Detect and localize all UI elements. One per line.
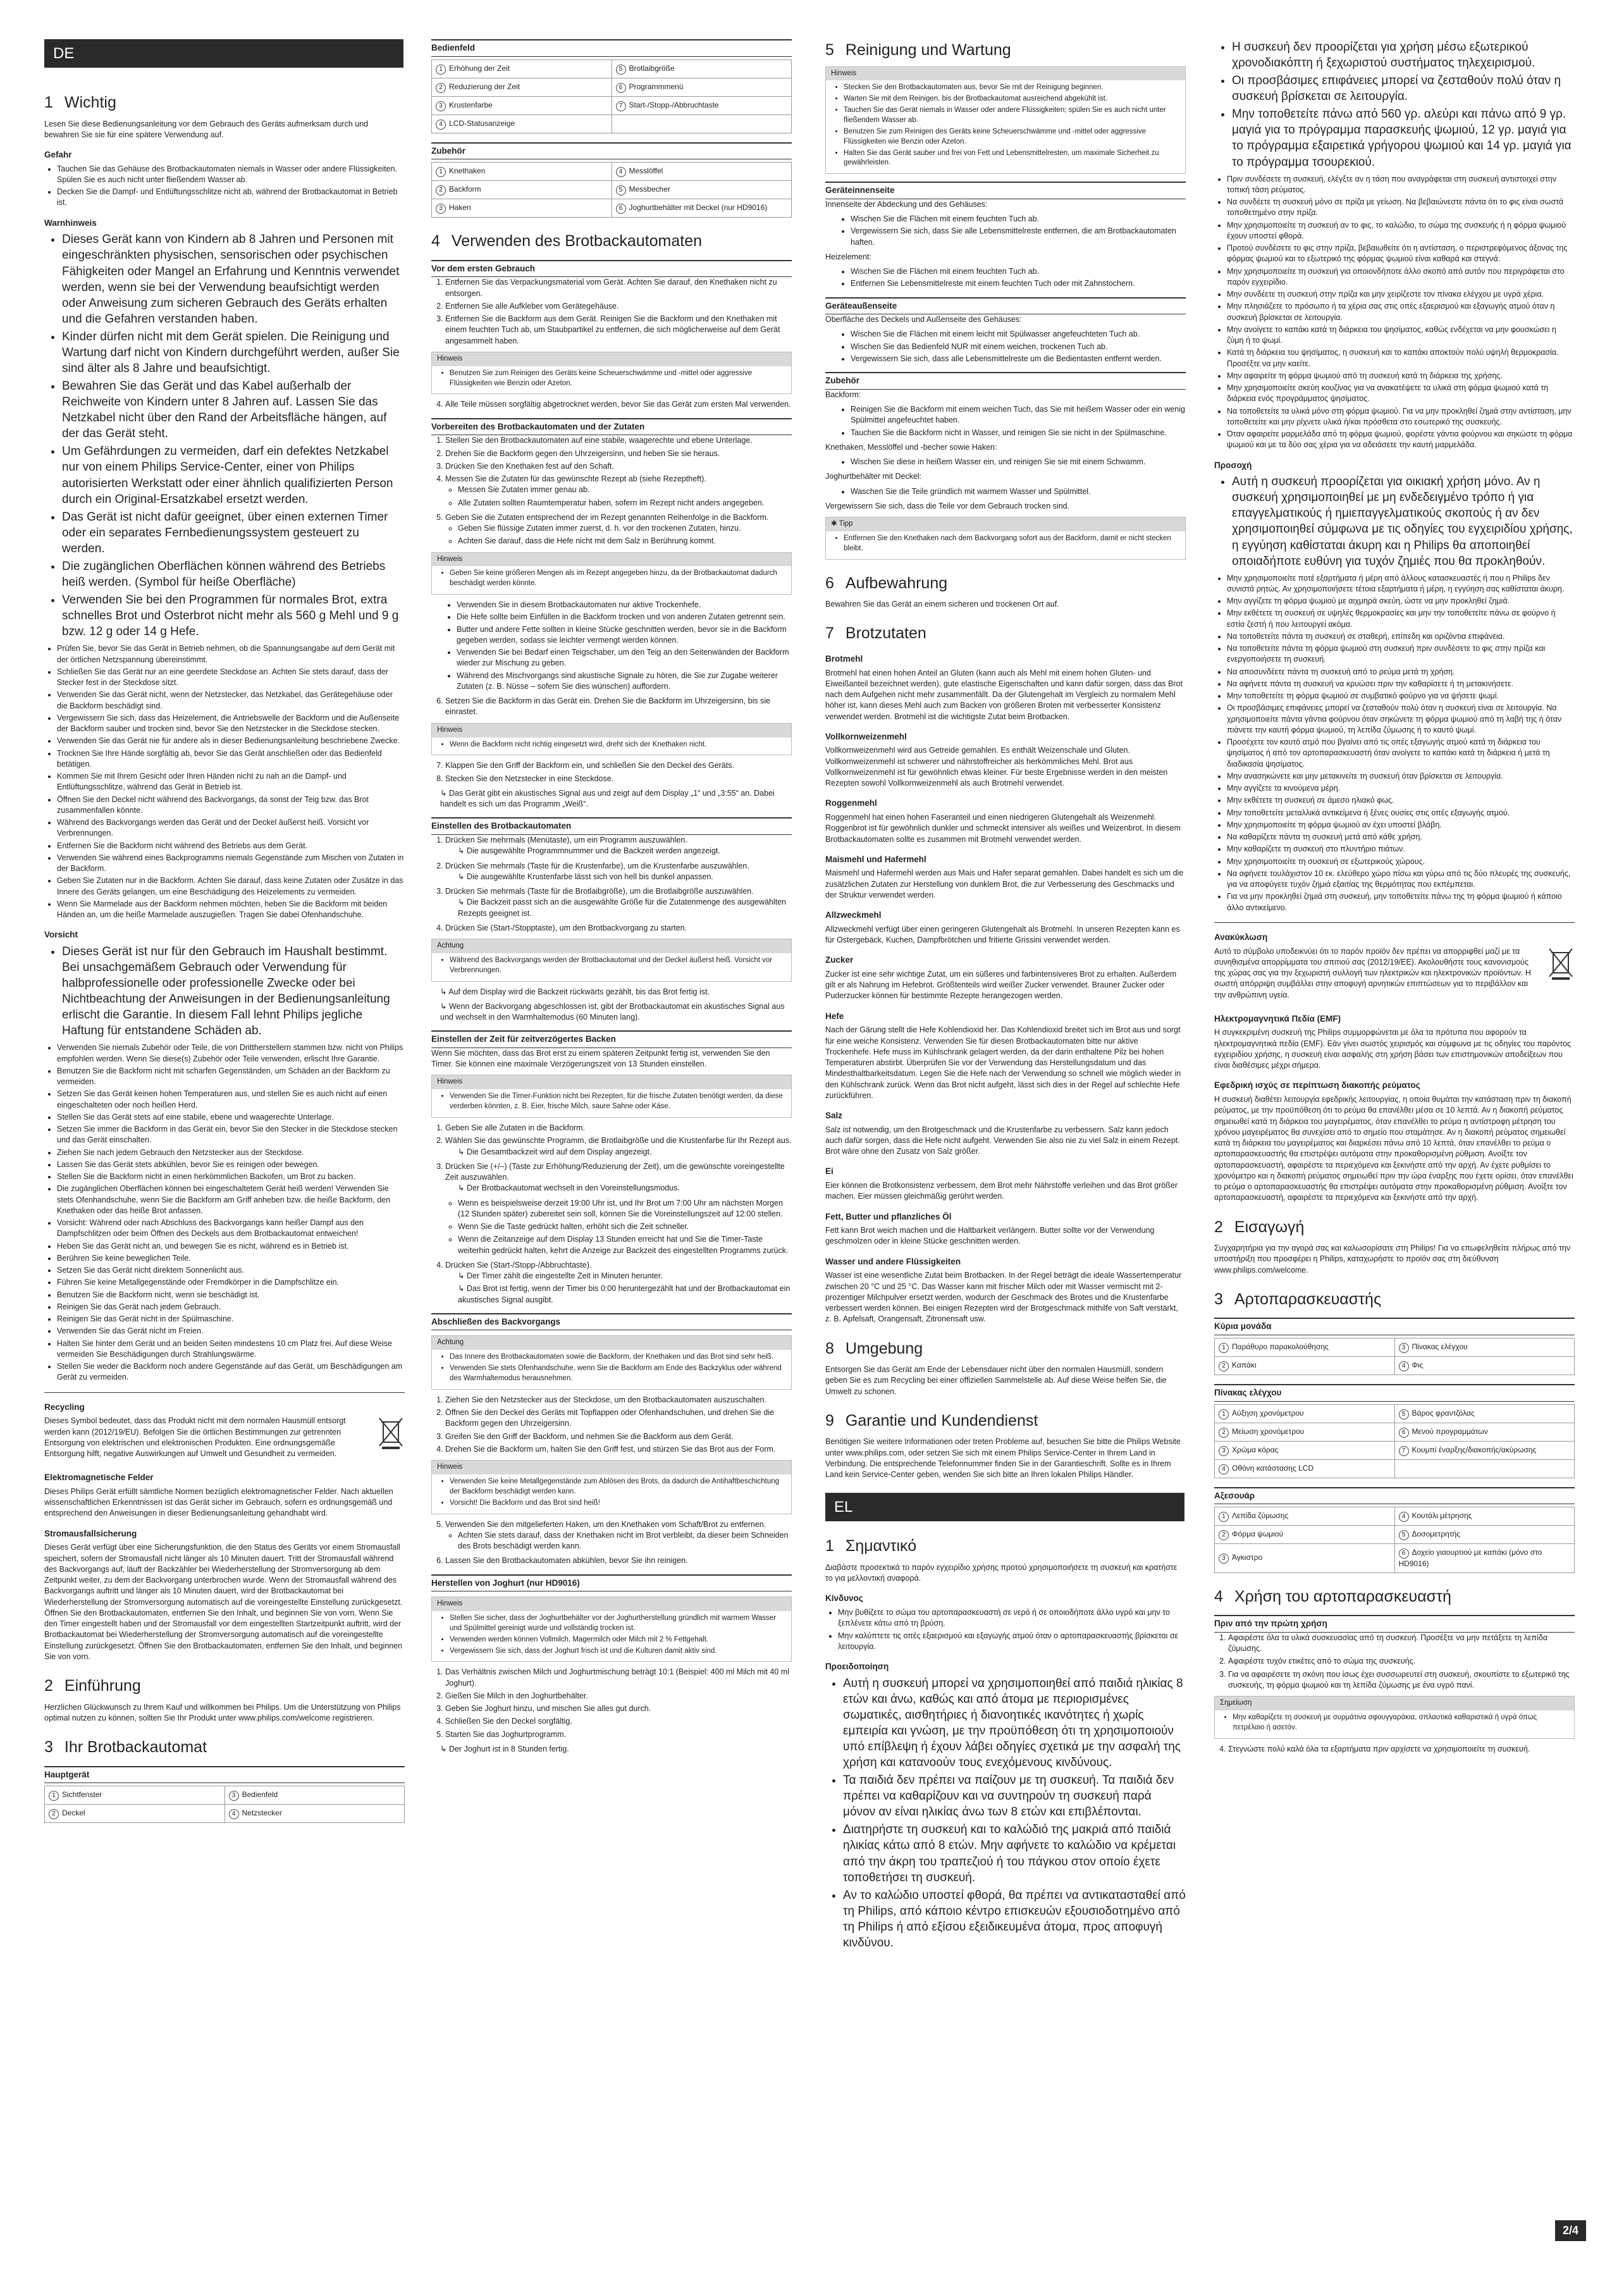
section-heading: 4 Verwenden des Brotbackautomaten bbox=[431, 232, 702, 250]
ingredient-heading: Salz bbox=[825, 1111, 843, 1121]
list-item: • Wischen Sie das Bedienfeld NUR mit einem weichen, trockenen Tuch ab. bbox=[851, 342, 1186, 352]
steps-list: 7. Klappen Sie den Griff der Backform ein, und schließen Sie den Deckel des Geräts. 8. Stecken Sie den Netzstecker in eine Steckdose. bbox=[431, 760, 792, 784]
list-item: • Μην εκθέτετε τη συσκευή σε υψηλές θερμοκρασίες και μην την τοποθετείτε πάνω σε φούρνο ή εστία ζεστή ή που λειτουργεί ακόμα. bbox=[1227, 608, 1575, 630]
part-cell: 3 Bedienfeld bbox=[225, 1786, 405, 1805]
list-item: • Να αφήνετε πάντα τη συσκευή να κρυώσει πριν την καθαρίσετε ή τη μετακινήσετε. bbox=[1227, 679, 1575, 689]
part-cell bbox=[1394, 1459, 1575, 1478]
section-heading: 6 Aufbewahrung bbox=[825, 574, 948, 592]
parts-table bbox=[431, 162, 792, 218]
ingredient-heading: Zucker bbox=[825, 955, 854, 965]
list-item: • Benutzen Sie zum Reinigen des Geräts keine Scheuerschwämme und -mittel oder aggressive Flüssigkeiten wie Benzin oder Azeton. bbox=[844, 127, 1180, 147]
part-cell: 3 Πίνακας ελέγχου bbox=[1394, 1338, 1575, 1356]
steps-list bbox=[431, 1667, 792, 1740]
list-item: • Verwenden Sie stets Ofenhandschuhe, wenn Sie die Backform am Ende des Backzyklus oder während des Warmhaltemodus herausnehmen. bbox=[450, 1364, 786, 1384]
subsection-heading: Einstellen des Brotbackautomaten bbox=[431, 817, 792, 835]
part-cell: 5 Messbecher bbox=[612, 181, 792, 199]
list-item: • Tauchen Sie das Gerät niemals in Wasser oder andere Flüssigkeiten; spülen Sie es auch nicht unter fließendem Wasser ab. bbox=[844, 106, 1180, 126]
part-cell: 4 Messlöffel bbox=[612, 163, 792, 181]
part-cell: 3 Χρώμα κόρας bbox=[1215, 1441, 1395, 1459]
ingredient-heading: Ei bbox=[825, 1166, 834, 1177]
subsection-heading: Geräteinnenseite bbox=[825, 182, 1186, 199]
part-cell: 4 Netzstecker bbox=[225, 1805, 405, 1823]
list-item: 3. Geben Sie Joghurt hinzu, und mischen Sie alles gut durch. bbox=[445, 1703, 792, 1714]
part-cell: 3 Haken bbox=[432, 199, 612, 218]
list-item: • Μην εκθέτετε τη συσκευή σε άμεσο ηλιακό φως. bbox=[1227, 795, 1575, 806]
list-item: • Halten Sie hinter dem Gerät und an beiden Seiten mindestens 10 cm Platz frei. Auf diese Weise vermeiden Sie Beschädigungen durch Strahlungswärme. bbox=[57, 1338, 405, 1361]
part-cell: 1 Λεπίδα ζύμωσης bbox=[1215, 1507, 1395, 1526]
list-item: • Reinigen Sie das Gerät nach jedem Gebrauch. bbox=[57, 1302, 405, 1313]
part-cell: 1 Sichtfenster bbox=[45, 1786, 225, 1805]
list-item: • Stellen Sie das Gerät stets auf eine stabile, ebene und waagerechte Unterlage. bbox=[57, 1112, 405, 1123]
list-item: • Μην καλύπτετε τις οπές εξαερισμού και εξαγωγής ατμού όταν ο αρτοπαρασκευαστής βρίσκεται σε λειτουργία. bbox=[838, 1631, 1186, 1653]
list-item: 1. Entfernen Sie das Verpackungsmaterial vom Gerät. Achten Sie darauf, den Knethaken nicht zu entsorgen. bbox=[445, 277, 792, 299]
list-item: • Entfernen Sie die Backform nicht während des Betriebs aus dem Gerät. bbox=[57, 841, 405, 851]
list-item: • Heben Sie das Gerät nicht an, und bewegen Sie es nicht, während es in Betrieb ist. bbox=[57, 1241, 405, 1252]
list-item: 1. Ziehen Sie den Netzstecker aus der Steckdose, um den Brotbackautomaten auszuschalten. bbox=[445, 1395, 792, 1406]
subsection-heading: Vor dem ersten Gebrauch bbox=[431, 260, 792, 278]
list-item: • Μην αγγίζετε τα κινούμενα μέρη. bbox=[1227, 783, 1575, 794]
list-item: • Während des Backvorgangs werden das Gerät und der Deckel äußerst heiß. Vorsicht vor Verbrennungen. bbox=[57, 817, 405, 839]
list-item: • Prüfen Sie, bevor Sie das Gerät in Betrieb nehmen, ob die Spannungsangabe auf dem Gerät mit der örtlichen Netzspannung übereinstimmt. bbox=[57, 643, 405, 665]
part-cell: 2 Reduzierung der Zeit bbox=[432, 78, 612, 96]
list-item: • Waschen Sie die Teile gründlich mit warmem Wasser und Spülmittel. bbox=[851, 486, 1186, 497]
ingredient-heading: Fett, Butter und pflanzliches Öl bbox=[825, 1211, 952, 1221]
list-item: • Benutzen Sie die Backform nicht, wenn sie beschädigt ist. bbox=[57, 1290, 405, 1301]
crossed-bin-icon bbox=[377, 1416, 405, 1450]
list-item: 2. Öffnen Sie den Deckel des Geräts mit Topflappen oder Ofenhandschuhen, und drehen Sie die Backform gegen den Uhrzeigersinn. bbox=[445, 1407, 792, 1430]
ingredient-heading: Roggenmehl bbox=[825, 798, 877, 808]
list-item: • Trocknen Sie Ihre Hände sorgfältig ab, bevor Sie das Gerät anschließen oder das Bedienfeld betätigen. bbox=[57, 748, 405, 770]
ingredient-heading: Wasser und andere Flüssigkeiten bbox=[825, 1256, 961, 1266]
part-cell bbox=[612, 114, 792, 133]
list-item: • Die Hefe sollte beim Einfüllen in die Backform trocken und von anderen Zutaten getrennt sein. bbox=[457, 612, 792, 622]
list-item: • Das Gerät ist nicht dafür geeignet, über einen externen Timer oder ein separates Fernbedienungssystem gesteuert zu werden. bbox=[62, 509, 405, 557]
ingredient-heading: Brotmehl bbox=[825, 653, 863, 664]
section-heading: 2 Εισαγωγή bbox=[1214, 1218, 1305, 1236]
caution-list-large: • Dieses Gerät ist nur für den Gebrauch im Haushalt bestimmt. Bei unsachgemäßem Gebrauch oder Verwendung für halbprofessionelle oder professionelle Zwecke oder bei Nichtbeachtung der Anweisungen in der Bedienungsanleitung erlischt die Garantie. In diesem Fall lehnt Philips jegliche Haftung für entstandene Schäden ab. bbox=[44, 944, 405, 1039]
caution-box: Achtung • Das Innere des Brotbackautomaten sowie die Backform, der Knethaken und das Brot sind sehr heiß. • Verwenden Sie stets Ofenhandschuhe, wenn Sie die Backform am Ende des Backzyklus oder während des Warmhaltemodus herausnehmen. bbox=[431, 1335, 792, 1389]
list-item: • Μην αγγίζετε τη φόρμα ψωμιού με αιχμηρά σκεύη, ώστε να μην προκληθεί ζημιά. bbox=[1227, 596, 1575, 607]
list-item: • Οι προσβάσιμες επιφάνειες μπορεί να ζεσταθούν πολύ όταν η συσκευή είναι σε λειτουργία. Να χρησιμοποιείτε πάντα γάντια φούρνου όταν σηκώνετε τη φόρμα ψωμιού από τη λαβή της ή όταν πιάνετε την καυτή φόρμα ψωμιού, τη λεπίδα ζύμωσης ή το καυτό ψωμί. bbox=[1227, 703, 1575, 736]
tip-box: ✱ Tipp • Entfernen Sie den Knethaken nach dem Backvorgang sofort aus der Backform, damit er nicht stecken bleibt. bbox=[825, 517, 1186, 560]
caution-box: Achtung • Während des Backvorgangs werden der Brotbackautomat und der Deckel äußerst heiß. Vorsicht vor Verbrennungen. bbox=[431, 939, 792, 982]
part-cell: 4 Οθόνη κατάστασης LCD bbox=[1215, 1459, 1395, 1478]
part-cell: 2 Deckel bbox=[45, 1805, 225, 1823]
subheading: Ανακύκλωση bbox=[1214, 932, 1268, 942]
list-item: • Stecken Sie den Brotbackautomaten aus, bevor Sie mit der Reinigung beginnen. bbox=[844, 83, 1180, 93]
list-item: • Η συσκευή δεν προορίζεται για χρήση μέσω εξωτερικού χρονοδιακόπτη ή ξεχωριστού συστήματος τηλεχειρισμού. bbox=[1232, 39, 1575, 71]
list-item: • Um Gefährdungen zu vermeiden, darf ein defektes Netzkabel nur von einem Philips Service-Center, einer von Philips autorisierten Werkstatt oder einer ähnlich qualifizierten Person durch ein Original-Ersatzkabel ersetzt werden. bbox=[62, 443, 405, 507]
list-item: • Διατηρήστε τη συσκευή και το καλώδιό της μακριά από παιδιά ηλικίας κάτω από 8 ετών. Μην αφήνετε το καλώδιο να κρέμεται από την άκρη του τραπεζιού ή του πάγκου στον οποίο έχετε τοποθετήσει τη συσκευή. bbox=[843, 1822, 1186, 1885]
note-box: Hinweis • Wenn die Backform nicht richtig eingesetzt wird, dreht sich der Knethaken nicht. bbox=[431, 723, 792, 756]
subsection-heading: Herstellen von Joghurt (nur HD9016) bbox=[431, 1574, 792, 1592]
note-box: Hinweis • Stecken Sie den Brotbackautomaten aus, bevor Sie mit der Reinigung beginnen. • Warten Sie mit dem Reinigen, bis der Brotbackautomat ausreichend abgekühlt ist. • Tauchen Sie das Gerät niemals in Wasser oder andere Flüssigkeiten; spülen Sie es auch nicht unter fließendem Wasser ab. • Benutzen Sie zum Reinigen des Geräts keine Scheuerschwämme und -mittel oder aggressive Flüssigkeiten wie Benzin oder Azeton. • Halten Sie das Gerät sauber und frei von Fett und Lebensmittelresten, um maximale Sicherheit zu gewährleisten. bbox=[825, 66, 1186, 175]
warning-list bbox=[44, 643, 405, 920]
list-item: • Να τοποθετείτε τα υλικά μόνο στη φόρμα ψωμιού. Για να μην προκληθεί ζημιά στην αντίσταση, μην τοποθετείτε και μην ρίχνετε υλικά ή/και πρόσθετα στο εσωτερικό της συσκευής. bbox=[1227, 406, 1575, 428]
subheading: Recycling bbox=[44, 1402, 85, 1412]
list-item: • Lassen Sie das Gerät stets abkühlen, bevor Sie es reinigen oder bewegen. bbox=[57, 1159, 405, 1170]
list-item: • Προτού συνδέσετε το φις στην πρίζα, βεβαιωθείτε ότι η αντίσταση, ο περιστρεφόμενος άξονας της φόρμας ψωμιού και το εξωτερικό της φόρμας ψωμιού είναι καθαρά και στεγνά. bbox=[1227, 243, 1575, 265]
list-item: • Die zugänglichen Oberflächen können während des Betriebs heiß werden. (Symbol für heiße Oberfläche) bbox=[62, 559, 405, 590]
subsection-heading: Abschließen des Backvorgangs bbox=[431, 1313, 792, 1331]
part-cell: 7 Start-/Stopp-/Abbruchtaste bbox=[612, 96, 792, 114]
part-cell: 6 Δοχείο γιαουρτιού με καπάκι (μόνο στο HD9016) bbox=[1394, 1544, 1575, 1573]
list-item: • Verwenden Sie das Gerät nicht im Freien. bbox=[57, 1326, 405, 1337]
steps-list: 4. Alle Teile müssen sorgfältig abgetrocknet werden, bevor Sie das Gerät zum ersten Mal verwenden. bbox=[431, 399, 792, 410]
list-item: • Reinigen Sie die Backform mit einem weichen Tuch, das Sie mit heißem Wasser oder ein wenig Spülmittel angefeuchtet haben. bbox=[851, 404, 1186, 426]
list-item: • Dieses Gerät kann von Kindern ab 8 Jahren und Personen mit eingeschränkten physischen, sensorischen oder psychischen Fähigkeiten oder Mangel an Erfahrung und Kenntnis verwendet werden, wenn sie bei der Verwendung beaufsichtigt werden oder Anweisung zum sicheren Gebrauch des Geräts erhalten und die Gefahren verstanden haben. bbox=[62, 232, 405, 326]
subheading: Προσοχή bbox=[1214, 460, 1252, 470]
list-item: • Setzen Sie immer die Backform in das Gerät ein, bevor Sie den Stecker in die Steckdose stecken und das Gerät einschalten. bbox=[57, 1124, 405, 1146]
steps-list: 5. Verwenden Sie den mitgelieferten Haken, um den Knethaken vom Schaft/Brot zu entfernen. ◦ Achten Sie stets darauf, dass der Knethaken nicht im Brot verbleibt, da dieser beim Schneiden des Brots beschädigt werden kann. 6. Lassen Sie den Brotbackautomaten abkühlen, bevor Sie ihn reinigen. bbox=[431, 1519, 792, 1567]
list-item: • Verwenden Sie niemals Zubehör oder Teile, die von Drittherstellern stammen bzw. nicht von Philips empfohlen werden. Wenn Sie diese(s) Zubehör oder Teile verwenden, erlischt Ihre Garantie. bbox=[57, 1042, 405, 1065]
list-item: • Μην συνδέετε τη συσκευή στην πρίζα και μην χειρίζεστε τον πίνακα ελέγχου με υγρά χέρια. bbox=[1227, 289, 1575, 300]
steps-list: 1. Geben Sie alle Zutaten in die Backform. 2. Wählen Sie das gewünschte Programm, die Brotlaibgröße und die Krustenfarbe für Ihr Rezept aus. ↳ Die Gesamtbackzeit wird auf dem Display angezeigt. 3. Drücken Sie (+/–) (Taste zur Erhöhung/Reduzierung der Zeit), um die gewünschte voreingestellte Zeit auszuwählen. ↳ Der Brotbackautomat wechselt in den Voreinstellungsmodus. ◦ Wenn es beispielsweise derzeit 19:00 Uhr ist, und Ihr Brot um 7:00 Uhr am nächsten Morgen (12 Stunden später) zubereitet sein soll, können Sie die Voreinstellungszeit auf 12:00 stellen. ◦ Wenn Sie die Taste gedrückt halten, erhöht sich die Zeit schneller. ◦ Wenn die Zeitanzeige auf dem Display 13 Stunden erreicht hat und Sie die Timer-Taste weiterhin gedrückt halten, kehrt die Anzeige zur Backzeit des eingestellten Programms zurück. 4. Drücken Sie (Start-/Stopp-/Abbruchtaste). ↳ Der Timer zählt die eingestellte Zeit in Minuten herunter. ↳ Das Brot ist fertig, wenn der Timer bis 0:00 heruntergezählt hat und der Brotbackautomat ein akustisches Signal ausgibt. bbox=[431, 1123, 792, 1306]
list-item: • Kommen Sie mit Ihrem Gesicht oder Ihren Händen nicht zu nah an die Dampf- und Entlüftungsschlitze, während das Gerät in Betrieb ist. bbox=[57, 771, 405, 793]
list-item: • Stellen Sie sicher, dass der Joghurtbehälter vor der Joghurtherstellung gründlich mit warmem Wasser und Spülmittel gereinigt wurde und vollständig trocken ist. bbox=[450, 1614, 786, 1634]
list-item: • Για να μην προκληθεί ζημιά στη συσκευή, μην τοποθετείτε πάνω της τη φόρμα ψωμιού ή κάποιο άλλο αντικείμενο. bbox=[1227, 891, 1575, 913]
ingredients: Brotmehl Brotmehl hat einen hohen Anteil an Gluten (kann auch als Mehl mit einem hohen Gluten- und Eiweißanteil bezeichnet werden), gute elastische Eigenschaften und kann dafür sorgen, dass das Brot nach dem Aufgehen nicht mehr zusammenfällt. Da der Glutengehalt im Vergleich zu normalem Mehl höher ist, kann dieses Mehl auch zum Backen von größeren Broten mit verbesserter Konsistenz verwendet werden. Brotmehl ist die wichtigste Zutat beim Brotbacken. Vollkornweizenmehl Vollkornweizenmehl wird aus Getreide gemahlen. Es enthält Weizenschale und Gluten. Vollkornweizenmehl ist schwerer und nährstoffreicher als herkömmliches Mehl. Brot aus Vollkornweizenmehl ist für gewöhnlich etwas kleiner. Für beste Ergebnisse werden in den meisten Rezepten sowohl Vollkornweizenmehl als auch Brotmehl verwendet. Roggenmehl Roggenmehl hat einen hohen Faseranteil und einen niedrigeren Glutengehalt als Weizenmehl. Roggenbrot ist für gewöhnlich dunkler und schmeckt intensiver als weißes und Weizenbrot. In diesem Brotbackautomaten sollte es zusammen mit Brotmehl verwendet werden. Maismehl und Hafermehl Maismehl und Hafermehl werden aus Mais und Hafer separat gemahlen. Dabei handelt es sich um die zusätzlichen Zutaten zur Herstellung von dunklem Brot, die zur Verbesserung des Geschmacks und der Struktur verwendet werden. Allzweckmehl Allzweckmehl verfügt über einen geringeren Glutengehalt als Brotmehl. In unseren Rezepten kann es für Ostergebäck, Kuchen, Dampfbrötchen und fritierte Grissini verwendet werden. Zucker Zucker ist eine sehr wichtige Zutat, um ein süßeres und farbintensiveres Brot zu erhalten. Außerdem gilt er als Nahrung im Hefebrot. Größtenteils wird weißer Zucker verwendet. Brauner Zucker oder Puderzucker können für bestimmte Rezepte herangezogen werden. Hefe Nach der Gärung stellt die Hefe Kohlendioxid her. Das Kohlendioxid breitet sich im Brot aus und sorgt für eine weiche Konsistenz. Verwenden Sie für diesen Brotbackautomaten bitte nur aktive Trockenhefe. Hefe muss im Kühlschrank gelagert werden, da der darin enthaltene Pilz bei hohen Temperaturen abstirbt. Überprüfen Sie vor der Verwendung das Herstellungsdatum und das Mindesthaltbarkeitsdatum. Legen Sie die Hefe nach der Verwendung so schnell wie möglich wieder in den Kühlschrank zurück. Wenn das Brot nicht aufgeht, lässt sich dies in der Regel auf schlechte Hefe zurückführen. Salz Salz ist notwendig, um den Brotgeschmack und die Krustenfarbe zu verbessern. Salz kann jedoch auch dafür sorgen, dass die Hefe nicht aufgeht. Verwenden Sie also nie zu viel Salz in einem Rezept. Brot wäre ohne den Zusatz von Salz größer. Ei Eier können die Brotkonsistenz verbessern, dem Brot mehr Nährstoffe verleihen und das Brot größer machen. Eier müssen gleichmäßig gerührt werden. Fett, Butter und pflanzliches Öl Fett kann Brot weich machen und die Haltbarkeit verlängern. Butter sollte vor der Verwendung geschmolzen oder in kleine Stücke geschnitten werden. Wasser und andere Flüssigkeiten Wasser ist eine wesentliche Zutat beim Brotbacken. In der Regel beträgt die ideale Wassertemperatur zwischen 20 °C und 25 °C. Das Wasser kann mit frischer Milch oder mit Wasser vermischt mit 2-prozentiger Milchpulver ersetzt werden, wodurch der Geschmack des Brotes und die Krustenfarbe verbessert werden können. Bei einigen Rezepten wird der Brotgeschmack mithilfe von Saft verstärkt, z. B. Apfelsaft, Orangensaft, Zitronensaft usw. bbox=[825, 653, 1186, 1325]
steps-list bbox=[431, 1395, 792, 1455]
list-item: • Setzen Sie das Gerät nicht direktem Sonnenlicht aus. bbox=[57, 1265, 405, 1276]
part-cell: 4 LCD-Statusanzeige bbox=[432, 114, 612, 133]
part-cell: 1 Erhöhung der Zeit bbox=[432, 59, 612, 78]
list-item: • Μην χρησιμοποιείτε σκεύη κουζίνας για να ανακατέψετε τα υλικά στη φόρμα ψωμιού κατά τη διάρκεια ενός προγράμματος ψησίματος. bbox=[1227, 383, 1575, 405]
subsection-heading: Vorbereiten des Brotbackautomaten und der Zutaten bbox=[431, 418, 792, 436]
list-item: • Das Innere des Brotbackautomaten sowie die Backform, der Knethaken und das Brot sind sehr heiß. bbox=[450, 1352, 786, 1363]
list-item: 3. Για να αφαιρέσετε τη σκόνη που ίσως έχει συσσωρευτεί στη συσκευή, σκουπίστε το εξωτερικό της συσκευής, τη φόρμα ψωμιού και τη λεπίδα ζύμωσης με ένα υγρό πανί. bbox=[1228, 1669, 1575, 1691]
subheading: Elektromagnetische Felder bbox=[44, 1473, 154, 1483]
list-item: • Μην χρησιμοποιείτε τη συσκευή αν το φις, το καλώδιο, το σώμα της συσκευής ή η φόρμα ψωμιού έχουν υποστεί φθορά. bbox=[1227, 220, 1575, 242]
list-item: • Verwenden Sie das Gerät nicht, wenn der Netzstecker, das Netzkabel, das Gerätegehäuse oder die Backform beschädigt sind. bbox=[57, 689, 405, 712]
list-item: • Vorsicht: Während oder nach Abschluss des Backvorgangs kann heißer Dampf aus den Dampfschlitzen oder beim Öffnen des Deckels aus dem Brotbackautomat entweichen! bbox=[57, 1218, 405, 1240]
parts-table bbox=[431, 59, 792, 133]
subheading: Ηλεκτρομαγνητικά Πεδία (EMF) bbox=[1214, 1013, 1341, 1023]
list-item: • Μην χρησιμοποιείτε τη φόρμα ψωμιού αν έχει υποστεί βλάβη. bbox=[1227, 820, 1575, 831]
list-item: • Berühren Sie keine beweglichen Teile. bbox=[57, 1253, 405, 1264]
note-box: Hinweis • Geben Sie keine größeren Mengen als im Rezept angegeben hinzu, da der Brotbackautomat dadurch beschädigt werden könnte. bbox=[431, 552, 792, 595]
list-item: • Wenn Sie Marmelade aus der Backform nehmen möchten, heben Sie die Backform mit beiden Händen an, um die heiße Marmelade auszugießen. Tragen Sie dabei Ofenhandschuhe. bbox=[57, 899, 405, 921]
steps-list: 6. Setzen Sie die Backform in das Gerät ein. Drehen Sie die Backform im Uhrzeigersinn, bis sie einrastet. bbox=[431, 696, 792, 718]
subsection-heading: Geräteaußenseite bbox=[825, 297, 1186, 315]
list-item: • Ziehen Sie nach jedem Gebrauch den Netzstecker aus der Steckdose. bbox=[57, 1147, 405, 1158]
section-heading: 1 Σημαντικό bbox=[825, 1537, 917, 1555]
parts-table bbox=[44, 1786, 405, 1823]
list-item: 3. Greifen Sie den Griff der Backform, und nehmen Sie die Backform aus dem Gerät. bbox=[445, 1431, 792, 1442]
list-item: • Να τοποθετείτε πάντα τη φόρμα ψωμιού στη συσκευή πριν συνδέσετε το φις στην πρίζα και ενεργοποιήσετε τη συσκευή. bbox=[1227, 643, 1575, 665]
subheading: Gefahr bbox=[44, 150, 72, 160]
list-item: 4. Schließen Sie den Deckel sorgfältig. bbox=[445, 1716, 792, 1727]
list-item: • Να συνδέετε τη συσκευή μόνο σε πρίζα με γείωση. Να βεβαιώνεστε πάντα ότι το φις είναι σωστά τοποθετημένο στην πρίζα. bbox=[1227, 197, 1575, 219]
list-item: • Verwenden Sie bei den Programmen für normales Brot, extra schnelles Brot und Osterbrot nicht mehr als 560 g Mehl und 9 g bzw. 12 g oder 14 g Hefe. bbox=[62, 592, 405, 640]
list-item: 2. Entfernen Sie alle Aufkleber vom Gerätegehäuse. bbox=[445, 301, 792, 312]
list-item: 4. Drehen Sie die Backform um, halten Sie den Griff fest, und stürzen Sie das Brot aus der Form. bbox=[445, 1444, 792, 1455]
part-cell: 5 Brotlaibgröße bbox=[612, 59, 792, 78]
list-item: • Kinder dürfen nicht mit dem Gerät spielen. Die Reinigung und Wartung darf nicht von Kindern durchgeführt werden, außer Sie sind älter als 8 Jahre und beaufsichtigt. bbox=[62, 329, 405, 376]
part-cell: 2 Φόρμα ψωμιού bbox=[1215, 1526, 1395, 1544]
list-item: • Butter und andere Fette sollten in kleine Stücke geschnitten werden, bevor sie in die Backform gegeben werden, sodass sie leichter vermengt werden können. bbox=[457, 624, 792, 646]
list-item: 2. Gießen Sie Milch in den Joghurtbehälter. bbox=[445, 1691, 792, 1702]
warning-list-large bbox=[44, 232, 405, 640]
list-item: • Αν το καλώδιο υποστεί φθορά, θα πρέπει να αντικατασταθεί από τη Philips, από κάποιο κέντρο επισκευών εξουσιοδοτημένο από τη Philips ή από εξίσου εξειδικευμένα άτομα, προς αποφυγή κινδύνου. bbox=[843, 1888, 1186, 1951]
steps-list: 1. Stellen Sie den Brotbackautomaten auf eine stabile, waagerechte und ebene Unterlage. 2. Drehen Sie die Backform gegen den Uhrzeigersinn, und heben Sie sie heraus. 3. Drücken Sie den Knethaken fest auf den Schaft. 4. Messen Sie die Zutaten für das gewünschte Rezept ab (siehe Rezeptheft). ◦ Messen Sie Zutaten immer genau ab. ◦ Alle Zutaten sollten Raumtemperatur haben, sofern im Rezept nicht anders angegeben. 5. Geben Sie die Zutaten entsprechend der im Rezept genannten Reihenfolge in die Backform. ◦ Geben Sie flüssige Zutaten immer zuerst, d. h. vor den trockenen Zutaten, hinzu. ◦ Achten Sie darauf, dass die Hefe nicht mit dem Salz in Berührung kommt. bbox=[431, 435, 792, 547]
list-item: • Tauchen Sie das Gehäuse des Brotbackautomaten niemals in Wasser oder andere Flüssigkeiten. Spülen Sie es auch nicht unter fließendem Wasser ab. bbox=[57, 164, 405, 186]
crossed-bin-icon bbox=[1547, 946, 1575, 980]
list-item: • Μην αφαιρείτε τη φόρμα ψωμιού από τη συσκευή κατά τη διάρκεια της χρήσης. bbox=[1227, 371, 1575, 381]
note-box: Hinweis • Stellen Sie sicher, dass der Joghurtbehälter vor der Joghurtherstellung gründlich mit warmem Wasser und Spülmittel gereinigt wurde und vollständig trocken ist. • Verwenden werden können Vollmilch, Magermilch oder Milch mit 2 % Fettgehalt. • Vergewissern Sie sich, dass der Joghurt frisch ist und die Kulturen damit aktiv sind. bbox=[431, 1597, 792, 1662]
part-cell: 1 Knethaken bbox=[432, 163, 612, 181]
subsection-heading: Zubehör bbox=[825, 372, 1186, 390]
list-item: • Μην καθαρίζετε τη συσκευή στο πλυντήριο πιάτων. bbox=[1227, 844, 1575, 855]
subheading: Εφεδρική ισχύς σε περίπτωση διακοπής ρεύματος bbox=[1214, 1080, 1420, 1091]
part-cell: 4 Κουτάλι μέτρησης bbox=[1394, 1507, 1575, 1526]
page-number: 2/4 bbox=[1555, 2220, 1586, 2241]
note-box: Σημείωση • Μην καθαρίζετε τη συσκευή με συρμάτινα σφουγγαράκια, σπλαυτικά καθαριστικά ή υγρά όπως πετρέλαιο ή ασετόν. bbox=[1214, 1696, 1575, 1739]
list-item: • Μην τοποθετείτε πάνω από 560 γρ. αλεύρι και πάνω από 9 γρ. μαγιά για το πρόγραμμα παρασκευής ψωμιού, 12 γρ. μαγιά για το πρόγραμμα εξαιρετικά γρήγορου ψωμιού και 14 γρ. μαγιά για το πρόγραμμα τσουρεκιού. bbox=[1232, 106, 1575, 170]
section-heading: 3 Ihr Brotbackautomat bbox=[44, 1738, 207, 1757]
list-item: • Stellen Sie weder die Backform noch andere Gegenstände auf das Gerät, um Beschädigungen am Gerät zu vermeiden. bbox=[57, 1361, 405, 1383]
ingredient-heading: Maismehl und Hafermehl bbox=[825, 854, 926, 864]
part-cell: 2 Καπάκι bbox=[1215, 1356, 1395, 1375]
danger-list bbox=[44, 164, 405, 209]
table-heading: Hauptgerät bbox=[44, 1766, 405, 1784]
list-item: • Να καθαρίζετε πάντα τη συσκευή μετά από κάθε χρήση. bbox=[1227, 832, 1575, 843]
section-heading: 7 Brotzutaten bbox=[825, 624, 926, 643]
part-cell: 7 Κουμπί έναρξης/διακοπής/ακύρωσης bbox=[1394, 1441, 1575, 1459]
section-heading: 3 Αρτοπαρασκευαστής bbox=[1214, 1290, 1381, 1308]
part-cell: 3 Άγκιστρο bbox=[1215, 1544, 1395, 1573]
list-item: • Μην πλησιάζετε το πρόσωπο ή τα χέρια σας στις οπές εξαερισμού και εξαγωγής ατμού όταν η συσκευή βρίσκεται σε λειτουργία. bbox=[1227, 301, 1575, 323]
caution-list bbox=[44, 1042, 405, 1383]
intro-text: Lesen Sie diese Bedienungsanleitung vor dem Gebrauch des Geräts aufmerksam durch und bewahren Sie sie für eine spätere Verwendung auf. bbox=[44, 119, 369, 139]
list-item: • Verwenden werden können Vollmilch, Magermilch oder Milch mit 2 % Fettgehalt. bbox=[450, 1635, 786, 1645]
list-item: • Führen Sie keine Metallgegenstände oder Fremdkörper in die Dampfschlitze ein. bbox=[57, 1277, 405, 1288]
list-item: 5. Starten Sie das Joghurtprogramm. bbox=[445, 1729, 792, 1740]
list-item: • Verwenden Sie bei Bedarf einen Teigschaber, um den Teig an den Seitenwänden der Backform wieder zur Mischung zu geben. bbox=[457, 647, 792, 669]
list-item: • Stellen Sie die Backform nicht in einen herkömmlichen Backofen, um Brot zu backen. bbox=[57, 1171, 405, 1182]
list-item: • Warten Sie mit dem Reinigen, bis der Brotbackautomat ausreichend abgekühlt ist. bbox=[844, 94, 1180, 104]
section-heading: 4 Χρήση του αρτοπαρασκευαστή bbox=[1214, 1587, 1451, 1605]
list-item: • Μην χρησιμοποιείτε τη συσκευή σε εξωτερικούς χώρους. bbox=[1227, 856, 1575, 867]
column-1: DE 1 Wichtig Lesen Sie diese Bedienungsanleitung vor dem Gebrauch des Geräts aufmerksam durch und bewahren Sie sie für eine spätere Verwendung auf. Gefahr • Tauchen Sie das Gehäuse des Brotbackautomaten niemals in Wasser oder andere Flüssigkeiten. Spülen Sie es auch nicht unter fließendem Wasser ab. • Decken Sie die Dampf- und Entlüftungsschlitze nicht ab, während der Brotbackautomat in Betrieb ist. Warnhinweis • Dieses Gerät kann von Kindern ab 8 Jahren und Personen mit eingeschränkten physischen, sensorischen oder psychischen Fähigkeiten oder Mangel an Erfahrung und Kenntnis verwendet werden, wenn sie bei der Verwendung beaufsichtigt werden oder Anweisung zum sicheren Gebrauch des Geräts erhalten und die Gefahren verstanden haben. • Kinder dürfen nicht mit dem Gerät spielen. Die Reinigung und Wartung darf nicht von Kindern durchgeführt werden, außer Sie sind älter als 8 Jahre und beaufsichtigt. • Bewahren Sie das Gerät und das Kabel außerhalb der Reichweite von Kindern unter 8 Jahren auf. Lassen Sie das Netzkabel nicht über den Rand der Arbeitsfläche hängen, auf der das Gerät steht. • Um Gefährdungen zu vermeiden, darf ein defektes Netzkabel nur von einem Philips Service-Center, einer von Philips autorisierten Werkstatt oder einer ähnlich qualifizierten Person durch ein Original-Ersatzkabel ersetzt werden. • Das Gerät ist nicht dafür geeignet, über einen externen Timer oder ein separates Fernbedienungssystem gesteuert zu werden. • Die zugänglichen Oberflächen können während des Betriebs heiß werden. (Symbol für heiße Oberfläche) • Verwenden Sie bei den Programmen für normales Brot, extra schnelles Brot und Osterbrot nicht mehr als 560 g Mehl und 9 g bzw. 12 g oder 14 g Hefe. • Prüfen Sie, bevor Sie das Gerät in Betrieb nehmen, ob die Spannungsangabe auf dem Gerät mit der örtlichen Netzspannung übereinstimmt. • Schließen Sie das Gerät nur an eine geerdete Steckdose an. Achten Sie stets darauf, dass der Stecker fest in der Steckdose sitzt. • Verwenden Sie das Gerät nicht, wenn der Netzstecker, das Netzkabel, das Gerätegehäuse oder die Backform beschädigt sind. • Vergewissern Sie sich, dass das Heizelement, die Antriebswelle der Backform und die Außenseite der Backform sauber und trocken sind, bevor Sie den Netzstecker in die Steckdose stecken. • Verwenden Sie das Gerät nie für andere als in dieser Bedienungsanleitung beschriebene Zwecke. • Trocknen Sie Ihre Hände sorgfältig ab, bevor Sie das Gerät anschließen oder das Bedienfeld betätigen. • Kommen Sie mit Ihrem Gesicht oder Ihren Händen nicht zu nah an die Dampf- und Entlüftungsschlitze, während das Gerät in Betrieb ist. • Öffnen Sie den Deckel nicht während des Backvorgangs, da sonst der Teig bzw. das Brot zusammenfallen könnte. • Während des Backvorgangs werden das Gerät und der Deckel äußerst heiß. Vorsicht vor Verbrennungen. • Entfernen Sie die Backform nicht während des Betriebs aus dem Gerät. • Verwenden Sie während eines Backprogramms niemals Gegenstände zum Mischen von Zutaten in der Backform. • Geben Sie Zutaten nur in die Backform. Achten Sie darauf, dass keine Zutaten oder Zusätze in das Innere des Geräts gelangen, um eine Beschädigung des Heizelements zu vermeiden. • Wenn Sie Marmelade aus der Backform nehmen möchten, heben Sie die Backform mit beiden Händen an, um die heiße Marmelade auszugießen. Tragen Sie dabei Ofenhandschuhe. Vorsicht • Dieses Gerät ist nur für den Gebrauch im Haushalt bestimmt. Bei unsachgemäßem Gebrauch oder Verwendung für halbprofessionelle oder professionelle Zwecke oder bei Nichtbeachtung der Anweisungen in der Bedienungsanleitung erlischt die Garantie. In diesem Fall lehnt Philips jegliche Haftung für entstandene Schäden ab. • Verwenden Sie niemals Zubehör oder Teile, die von Drittherstellern stammen bzw. nicht von Philips empfohlen werden. Wenn Sie diese(s) Zubehör oder Teile verwenden, erlischt Ihre Garantie. • Benutzen Sie die Backform nicht mit scharfen Gegenständen, um Schäden an der Backform zu vermeiden. • Setzen Sie das Gerät keinen hohen Temperaturen aus, und stellen Sie es auch nicht auf einen eingeschalteten oder noch heißen Herd. • Stellen Sie das Gerät stets auf eine stabile, ebene und waagerechte Unterlage. • Setzen Sie immer die Backform in das Gerät ein, bevor Sie den Stecker in die Steckdose stecken und das Gerät einschalten. • Ziehen Sie nach jedem Gebrauch den Netzstecker aus der Steckdose. • Lassen Sie das Gerät stets abkühlen, bevor Sie es reinigen oder bewegen. • Stellen Sie die Backform nicht in einen herkömmlichen Backofen, um Brot zu backen. • Die zugänglichen Oberflächen können bei eingeschaltetem Gerät heiß werden! Verwenden Sie stets Ofenhandschuhe, wenn Sie die Backform am Griff anheben bzw. die heiße Backform, den Knethaken oder das heiße Brot anfassen. • Vorsicht: Während oder nach Abschluss des Backvorgangs kann heißer Dampf aus den Dampfschlitzen oder beim Öffnen des Deckels aus dem Brotbackautomat entweichen! • Heben Sie das Gerät nicht an, und bewegen Sie es nicht, während es in Betrieb ist. • Berühren Sie keine beweglichen Teile. • Setzen Sie das Gerät nicht direktem Sonnenlicht aus. • Führen Sie keine Metallgegenstände oder Fremdkörper in die Dampfschlitze ein. • Benutzen Sie die Backform nicht, wenn sie beschädigt ist. • Reinigen Sie das Gerät nach jedem Gebrauch. • Reinigen Sie das Gerät nicht in der Spülmaschine. • Verwenden Sie das Gerät nicht im Freien. • Halten Sie hinter dem Gerät und an beiden Seiten mindestens 10 cm Platz frei. Auf diese Weise vermeiden Sie Beschädigungen durch Strahlungswärme. • Stellen Sie weder die Backform noch andere Gegenstände auf das Gerät, um Beschädigungen am Gerät zu vermeiden. Recycling Dieses Symbol bedeutet, dass das Produkt nicht mit dem normalen Hausmüll entsorgt werden kann (2012/19/EU). Befolgen Sie die örtlichen Bestimmungen zur getrennten Entsorgung von elektrischen und elektronischen Produkten. Eine ordnungsgemäße Entsorgung hilft, negative Auswirkungen auf Umwelt und Gesundheit zu vermeiden. Elektromagnetische Felder Dieses Philips Gerät erfüllt sämtliche Normen bezüglich elektromagnetischer Felder. Nach aktuellen wissenschaftlichen Erkenntnissen ist das Gerät sicher im Gebrauch, sofern es ordnungsgemäß und entsprechend den Anweisungen in dieser Bedienungsanleitung gehandhabt wird. Stromausfallsicherung Dieses Gerät verfügt über eine Sicherungsfunktion, die den Status des Geräts vor einem Stromausfall speichert, sofern der Stromausfall nicht länger als 10 Minuten dauert. Tritt der Stromausfall während des Backvorgangs auf, läuft der Backzähler bei Wiederherstellung der Stromversorgung ab dem Zeitpunkt weiter, zu dem der Backvorgang unterbrochen wurde. Wenn der Stromausfall während des Backvorgangs auftritt und länger als 10 Minuten dauert, wird der Brotbackautomat bei Wiederherstellung der Stromversorgung automatisch auf die voreingestellte Einstellung zurückgesetzt. Öffnen Sie den Brotbackautomaten, entfernen Sie den Inhalt, und beginnen Sie von vorn. Wenn Sie den Timer eingestellt haben und der Stromausfall vor dem eingestellten Startzeitpunkt auftritt, wird der Brotbackautomat bei Wiederherstellung der Stromversorgung automatisch auf die voreingestellte Einstellung zurückgesetzt. Öffnen Sie den Brotbackautomaten, entfernen Sie den Inhalt, und beginnen Sie von vorn. 2 Einführung Herzlichen Glückwunsch zu Ihrem Kauf und willkommen bei Philips. Um die Unterstützung von Philips optimal nutzen zu können, sollten Sie Ihr Produkt unter www.philips.com/welcome registrieren. 3 Ihr Brotbackautomat Hauptgerät 1 Sichtfenster 3 Bedienfeld 2 Deckel 4 Netzstecker bbox=[44, 39, 405, 1832]
list-item: • Vorsicht! Die Backform und das Brot sind heiß! bbox=[450, 1498, 786, 1509]
steps-list bbox=[431, 277, 792, 347]
list-item: • Wischen Sie diese in heißem Wasser ein, und reinigen Sie sie mit einem Schwamm. bbox=[851, 457, 1186, 467]
note-box: Hinweis • Verwenden Sie die Timer-Funktion nicht bei Rezepten, für die frische Zutaten benötigt werden, da diese verderben könnten, z. B. Eier, frische Milch, saure Sahne oder Käse. bbox=[431, 1075, 792, 1118]
section-heading: 5 Reinigung und Wartung bbox=[825, 41, 1011, 59]
part-cell: 5 Βάρος φραντζόλας bbox=[1394, 1404, 1575, 1423]
part-cell: 2 Μείωση χρονόμετρου bbox=[1215, 1423, 1395, 1441]
list-item: • Μην τοποθετείτε τη φόρμα ψωμιού σε συμβατικό φούρνο για να ψήσετε ψωμί. bbox=[1227, 691, 1575, 701]
list-item: • Benutzen Sie die Backform nicht mit scharfen Gegenständen, um Schäden an der Backform zu vermeiden. bbox=[57, 1066, 405, 1088]
subheading: Προειδοποίηση bbox=[825, 1662, 889, 1672]
list-item: • Τα παιδιά δεν πρέπει να παίζουν με τη συσκευή. Τα παιδιά δεν πρέπει να καθαρίζουν και να συντηρούν τη συσκευή παρά μόνον αν είναι ηλικίας άνω των 8 ετών και επιβλέπονται. bbox=[843, 1772, 1186, 1820]
subheading: Warnhinweis bbox=[44, 218, 97, 228]
list-item: • Während des Mischvorgangs sind akustische Signale zu hören, die Sie zur Zugabe weiterer Zutaten (z. B. Nüsse – sofern Sie dies wünschen) auffordern. bbox=[457, 670, 792, 693]
section-heading: 1 Wichtig bbox=[44, 94, 116, 112]
list-item: • Decken Sie die Dampf- und Entlüftungsschlitze nicht ab, während der Brotbackautomat in Betrieb ist. bbox=[57, 187, 405, 209]
table-heading: Bedienfeld bbox=[431, 39, 792, 57]
tip-icon: ✱ bbox=[831, 520, 839, 528]
part-cell: 1 Αύξηση χρονόμετρου bbox=[1215, 1404, 1395, 1423]
section-heading: 9 Garantie und Kundendienst bbox=[825, 1411, 1038, 1430]
section-heading: 2 Einführung bbox=[44, 1677, 141, 1695]
list-item: • Vergewissern Sie sich, dass Sie alle Lebensmittelreste entfernen, die am Brotbackautomaten haften. bbox=[851, 226, 1186, 248]
part-cell: 4 Φις bbox=[1394, 1356, 1575, 1375]
language-tag-de: DE bbox=[44, 39, 403, 68]
note-box: Hinweis • Benutzen Sie zum Reinigen des Geräts keine Scheuerschwämme und -mittel oder aggressive Flüssigkeiten wie Benzin oder Azeton. bbox=[431, 352, 792, 395]
part-cell: 6 Programmmenü bbox=[612, 78, 792, 96]
list-item: • Verwenden Sie keine Metallgegenstände zum Ablösen des Brots, da dadurch die Antihaftbeschichtung der Backform beschädigt werden kann. bbox=[450, 1477, 786, 1497]
subheading: Vorsicht bbox=[44, 930, 78, 940]
note-box: Hinweis • Verwenden Sie keine Metallgegenstände zum Ablösen des Brots, da dadurch die Antihaftbeschichtung der Backform beschädigt werden kann. • Vorsicht! Die Backform und das Brot sind heiß! bbox=[431, 1460, 792, 1514]
section-heading: 8 Umgebung bbox=[825, 1339, 923, 1357]
list-item: • Να αποσυνδέετε πάντα τη συσκευή από το ρεύμα μετά τη χρήση. bbox=[1227, 667, 1575, 677]
list-item: • Αυτή η συσκευή μπορεί να χρησιμοποιηθεί από παιδιά ηλικίας 8 ετών και άνω, καθώς και από άτομα με περιορισμένες σωματικές, αισθητήριες ή διανοητικές ικανότητες ή χωρίς εμπειρία και γνώση, με την προϋπόθεση ότι τη χρησιμοποιούν υπό επίβλεψη ή έχουν λάβει οδηγίες σχετικά με την ασφαλή της χρήση και κατανοούν τους ενεχόμενους κινδύνους. bbox=[843, 1676, 1186, 1770]
list-item: • Die zugänglichen Oberflächen können bei eingeschaltetem Gerät heiß werden! Verwenden Sie stets Ofenhandschuhe, wenn Sie die Backform am Griff anheben bzw. die heiße Backform, den Knethaken oder das heiße Brot anfassen. bbox=[57, 1183, 405, 1216]
part-cell: 5 Δοσομετρητής bbox=[1394, 1526, 1575, 1544]
list-item: • Οι προσβάσιμες επιφάνειες μπορεί να ζεσταθούν πολύ όταν η συσκευή βρίσκεται σε λειτουργία. bbox=[1232, 73, 1575, 104]
steps-list: 1. Drücken Sie mehrmals (Menütaste), um ein Programm auszuwählen. ↳ Die ausgewählte Programmnummer und die Backzeit werden angezeigt. 2. Drücken Sie mehrmals (Taste für die Krustenfarbe), um die Krustenfarbe auszuwählen. ↳ Die ausgewählte Krustenfarbe lässt sich von hell bis dunkel anpassen. 3. Drücken Sie mehrmals (Taste für die Brotlaibgröße), um die Brotlaibgröße auszuwählen. ↳ Die Backzeit passt sich an die ausgewählte Größe für die Zutatenmenge des ausgewählten Rezepts geeignet ist. 4. Drücken Sie (Start-/Stopptaste), um den Brotbackvorgang zu starten. bbox=[431, 835, 792, 934]
list-item: • Reinigen Sie das Gerät nicht in der Spülmaschine. bbox=[57, 1314, 405, 1325]
subheading: Κίνδυνος bbox=[825, 1593, 863, 1604]
ingredient-heading: Allzweckmehl bbox=[825, 910, 882, 920]
list-item: • Verwenden Sie das Gerät nie für andere als in dieser Bedienungsanleitung beschriebene Zwecke. bbox=[57, 736, 405, 746]
column-4: • Η συσκευή δεν προορίζεται για χρήση μέσω εξωτερικού χρονοδιακόπτη ή ξεχωριστού συστήματος τηλεχειρισμού. • Οι προσβάσιμες επιφάνειες μπορεί να ζεσταθούν πολύ όταν η συσκευή βρίσκεται σε λειτουργία. • Μην τοποθετείτε πάνω από 560 γρ. αλεύρι και πάνω από 9 γρ. μαγιά για το πρόγραμμα παρασκευής ψωμιού, 12 γρ. μαγιά για το πρόγραμμα εξαιρετικά γρήγορου ψωμιού και 14 γρ. μαγιά για το πρόγραμμα τσουρεκιού. • Πριν συνδέσετε τη συσκευή, ελέγξτε αν η τάση που αναγράφεται στη συσκευή αντιστοιχεί στην τοπική τάση ρεύματος. • Να συνδέετε τη συσκευή μόνο σε πρίζα με γείωση. Να βεβαιώνεστε πάντα ότι το φις είναι σωστά τοποθετημένο στην πρίζα. • Μην χρησιμοποιείτε τη συσκευή αν το φις, το καλώδιο, το σώμα της συσκευής ή η φόρμα ψωμιού έχουν υποστεί φθορά. • Προτού συνδέσετε το φις στην πρίζα, βεβαιωθείτε ότι η αντίσταση, ο περιστρεφόμενος άξονας της φόρμας ψωμιού και το εξωτερικό της φόρμας ψωμιού είναι καθαρά και στεγνά. • Μην χρησιμοποιείτε τη συσκευή για οποιονδήποτε άλλο σκοπό από αυτόν που περιγράφεται στο παρόν εγχειρίδιο. • Μην συνδέετε τη συσκευή στην πρίζα και μην χειρίζεστε τον πίνακα ελέγχου με υγρά χέρια. • Μην πλησιάζετε το πρόσωπο ή τα χέρια σας στις οπές εξαερισμού και εξαγωγής ατμού όταν η συσκευή βρίσκεται σε λειτουργία. • Μην ανοίγετε το καπάκι κατά τη διάρκεια του ψησίματος, καθώς ενδέχεται να μην φουσκώσει η ζύμη ή το ψωμί. • Κατά τη διάρκεια του ψησίματος, η συσκευή και το καπάκι αποκτούν πολύ υψηλή θερμοκρασία. Προσέξτε να μην καείτε. • Μην αφαιρείτε τη φόρμα ψωμιού από τη συσκευή κατά τη διάρκεια της χρήσης. • Μην χρησιμοποιείτε σκεύη κουζίνας για να ανακατέψετε τα υλικά στη φόρμα ψωμιού κατά τη διάρκεια ενός προγράμματος ψησίματος. • Να τοποθετείτε τα υλικά μόνο στη φόρμα ψωμιού. Για να μην προκληθεί ζημιά στην αντίσταση, μην τοποθετείτε και μην ρίχνετε υλικά ή/και πρόσθετα στο εσωτερικό της συσκευής. • Όταν αφαιρείτε μαρμελάδα από τη φόρμα ψωμιού, φορέστε γάντια φούρνου και σηκώστε τη φόρμα ψωμιού και με τα δύο σας χέρια για να αδειάσετε την καυτή μαρμελάδα. Προσοχή • Αυτή η συσκευή προορίζεται για οικιακή χρήση μόνο. Αν η συσκευή χρησιμοποιηθεί με μη ενδεδειγμένο τρόπο ή για επαγγελματικούς ή ημιεπαγγελματικούς σκοπούς ή αν δεν χρησιμοποιηθεί σύμφωνα με τις οδηγίες του εγχειριδίου χρήσης, η εγγύηση καθίσταται άκυρη και η Philips θα αποποιηθεί οποιαδήποτε ευθύνη για τυχόν ζημιές που θα προκληθούν. • Μην χρησιμοποιείτε ποτέ εξαρτήματα ή μέρη από άλλους κατασκευαστές ή που η Philips δεν συνιστά ρητώς. Αν χρησιμοποιήσετε τέτοια εξαρτήματα ή μέρη, η εγγύηση σας καθίσταται άκυρη. • Μην αγγίζετε τη φόρμα ψωμιού με αιχμηρά σκεύη, ώστε να μην προκληθεί ζημιά. • Μην εκθέτετε τη συσκευή σε υψηλές θερμοκρασίες και μην την τοποθετείτε πάνω σε φούρνο ή εστία ζεστή ή που λειτουργεί ακόμα. • Να τοποθετείτε πάντα τη συσκευή σε σταθερή, επίπεδη και οριζόντια επιφάνεια. • Να τοποθετείτε πάντα τη φόρμα ψωμιού στη συσκευή πριν συνδέσετε το φις στην πρίζα και ενεργοποιήσετε τη συσκευή. • Να αποσυνδέετε πάντα τη συσκευή από το ρεύμα μετά τη χρήση. • Να αφήνετε πάντα τη συσκευή να κρυώσει πριν την καθαρίσετε ή τη μετακινήσετε. • Μην τοποθετείτε τη φόρμα ψωμιού σε συμβατικό φούρνο για να ψήσετε ψωμί. • Οι προσβάσιμες επιφάνειες μπορεί να ζεσταθούν πολύ όταν η συσκευή είναι σε λειτουργία. Να χρησιμοποιείτε πάντα γάντια φούρνου όταν σηκώνετε τη φόρμα ψωμιού από τη λαβή της ή όταν πιάνετε την καυτή φόρμα ψωμιού, τη λεπίδα ζύμωσης ή το καυτό ψωμί. • Προσέχετε τον καυτό ατμό που βγαίνει από τις οπές εξαγωγής ατμού κατά τη διάρκεια του ψησίματος ή από τον αρτοπαρασκευαστή όταν ανοίγετε το καπάκι κατά τη διάρκεια ή μετά τη διαδικασία ψησίματος. • Μην ανασηκώνετε και μην μετακινείτε τη συσκευή όταν βρίσκεται σε λειτουργία. • Μην αγγίζετε τα κινούμενα μέρη. • Μην εκθέτετε τη συσκευή σε άμεσο ηλιακό φως. • Μην τοποθετείτε μεταλλικά αντικείμενα ή ξένες ουσίες στις οπές εξαγωγής ατμού. • Μην χρησιμοποιείτε τη φόρμα ψωμιού αν έχει υποστεί βλάβη. • Να καθαρίζετε πάντα τη συσκευή μετά από κάθε χρήση. • Μην καθαρίζετε τη συσκευή στο πλυντήριο πιάτων. • Μην χρησιμοποιείτε τη συσκευή σε εξωτερικούς χώρους. • Να αφήνετε τουλάχιστον 10 εκ. ελεύθερο χώρο πίσω και γύρω από τις δύο πλευρές της συσκευής, για να αποφύγετε τυχόν ζημιά εξαιτίας της θερμότητας που εκπέμπεται. • Για να μην προκληθεί ζημιά στη συσκευή, μην τοποθετείτε πάνω της τη φόρμα ψωμιού ή κάποιο άλλο αντικείμενο. Ανακύκλωση Αυτό το σύμβολο υποδεικνύει ότι το παρόν προϊόν δεν πρέπει να απορριφθεί μαζί με τα συνηθισμένα απορρίμματα του σπιτιού σας (2012/19/ΕΕ). Ακολουθήστε τους κανονισμούς της χώρας σας για την ξεχωριστή συλλογή των ηλεκτρικών και ηλεκτρονικών προϊόντων. Η σωστή απόρριψη συμβάλλει στην αποφυγή αρνητικών επιπτώσεων για το περιβάλλον και την ανθρώπινη υγεία. Ηλεκτρομαγνητικά Πεδία (EMF) Η συγκεκριμένη συσκευή της Philips συμμορφώνεται με όλα τα πρότυπα που αφορούν τα ηλεκτρομαγνητικά πεδία (EMF). Εάν γίνει σωστός χειρισμός και σύμφωνα με τις οδηγίες του παρόντος εγχειριδίου χρήσης, η συσκευή είναι ασφαλής στη χρήση βάσει των επιστημονικών αποδείξεων που είναι διαθέσιμες μέχρι σήμερα. Εφεδρική ισχύς σε περίπτωση διακοπής ρεύματος Η συσκευή διαθέτει λειτουργία εφεδρικής λειτουργίας, η οποία θυμάται την κατάσταση πριν τη διακοπή ρεύματος, με την προϋπόθεση ότι το ρεύμα θα επανέλθει μέσα σε 10 λεπτά. Αν η διακοπή ρεύματος σημειωθεί κατά τη διάρκεια του μαγειρέματος, όταν επανέλθει το ρεύμα η αντίστροφη μέτρηση του χρόνου μαγειρέματος θα συνεχίσει από το σημείο που σταμάτησε. Αν η διακοπή ρεύματος σημειωθεί κατά τη διάρκεια του μαγειρέματος και διαρκέσει πάνω από 10 λεπτά, όταν επανέλθει το ρεύμα ο αρτοπαρασκευαστής θα επιστρέψει αυτόματα στην προκαθορισμένη ρύθμιση. Ανοίξτε τον αρτοπαρασκευαστή, αφαιρέστε τα περιεχόμενα και ξεκινήστε από την αρχή. Αν έχετε ρυθμίσει το χρονόμετρο και η διακοπή ρεύματος σημειωθεί πριν την ώρα έναρξης που έχετε ορίσει, όταν επανέλθει το ρεύμα ο αρτοπαρασκευαστής θα επιστρέψει αυτόματα στην προκαθορισμένη ρύθμιση. Ανοίξτε τον αρτοπαρασκευαστή, αφαιρέστε τα περιεχόμενα και ξεκινήστε από την αρχή. 2 Εισαγωγή Συγχαρητήρια για την αγορά σας και καλωσορίσατε στη Philips! Για να επωφεληθείτε πλήρως από την υποστήριξη που προσφέρει η Philips, καταχωρήστε το προϊόν σας στη διεύθυνση www.philips.com/welcome. 3 Αρτοπαρασκευαστής Κύρια μονάδα 1 Παράθυρο παρακολούθησης 3 Πίνακας ελέγχου 2 Καπάκι 4 Φις Πίνακας ελέγχου 1 Αύξηση χρονόμετρου 5 Βάρος φραντζόλας 2 Μείωση χρονόμετρου 6 Μενού προγραμμάτων 3 Χρώμα κόρας 7 Κουμπί έναρξης/διακοπής/ακύρωσης 4 Οθόνη κατάστασης LCD Αξεσουάρ 1 Λεπίδα ζύμωσης 4 Κουτάλι μέτρησης 2 Φόρμα ψωμιού 5 Δοσομετρητής 3 Άγκιστρο 6 Δοχείο γιαουρτιού με καπάκι (μόνο στο HD9016) 4 Χρήση του αρτοπαρασκευαστή Πριν από την πρώτη χρήση 1. Αφαιρέστε όλα τα υλικά συσκευασίας από τη συσκευή. Προσέξτε να μην πετάξετε τη λεπίδα ζύμωσης. 2. Αφαιρέστε τυχόν ετικέτες από το σώμα της συσκευής. 3. Για να αφαιρέσετε τη σκόνη που ίσως έχει συσσωρευτεί στη συσκευή, σκουπίστε το εξωτερικό της συσκευής, τη φόρμα ψωμιού και τη λεπίδα ζύμωσης με ένα υγρό πανί. Σημείωση • Μην καθαρίζετε τη συσκευή με συρμάτινα σφουγγαράκια, σπλαυτικά καθαριστικά ή υγρά όπως πετρέλαιο ή ασετόν. 4. Στεγνώστε πολύ καλά όλα τα εξαρτήματα πριν αρχίσετε να χρησιμοποιείτε τη συσκευή. bbox=[1214, 39, 1575, 1758]
list-item: • Να αφήνετε τουλάχιστον 10 εκ. ελεύθερο χώρο πίσω και γύρω από τις δύο πλευρές της συσκευής, για να αποφύγετε τυχόν ζημιά εξαιτίας της θερμότητας που εκπέμπεται. bbox=[1227, 868, 1575, 891]
list-item: • Wischen Sie die Flächen mit einem leicht mit Spülwasser angefeuchteten Tuch ab. bbox=[851, 329, 1186, 340]
list-item: • Κατά τη διάρκεια του ψησίματος, η συσκευή και το καπάκι αποκτούν πολύ υψηλή θερμοκρασία. Προσέξτε να μην καείτε. bbox=[1227, 347, 1575, 369]
column-2: Bedienfeld 1 Erhöhung der Zeit 5 Brotlaibgröße 2 Reduzierung der Zeit 6 Programmmenü 3 Krustenfarbe 7 Start-/Stopp-/Abbruchtaste 4 LCD-Statusanzeige Zubehör 1 Knethaken 4 Messlöffel 2 Backform 5 Messbecher 3 Haken 6 Joghurtbehälter mit Deckel (nur HD9016) 4 Verwenden des Brotbackautomaten Vor dem ersten Gebrauch 1. Entfernen Sie das Verpackungsmaterial vom Gerät. Achten Sie darauf, den Knethaken nicht zu entsorgen. 2. Entfernen Sie alle Aufkleber vom Gerätegehäuse. 3. Entfernen Sie die Backform aus dem Gerät. Reinigen Sie die Backform und den Knethaken mit einem feuchten Tuch ab, um Staubpartikel zu entfernen, die sich möglicherweise auf dem Gerät angesammelt haben. Hinweis • Benutzen Sie zum Reinigen des Geräts keine Scheuerschwämme und -mittel oder aggressive Flüssigkeiten wie Benzin oder Azeton. 4. Alle Teile müssen sorgfältig abgetrocknet werden, bevor Sie das Gerät zum ersten Mal verwenden. Vorbereiten des Brotbackautomaten und der Zutaten 1. Stellen Sie den Brotbackautomaten auf eine stabile, waagerechte und ebene Unterlage. 2. Drehen Sie die Backform gegen den Uhrzeigersinn, und heben Sie sie heraus. 3. Drücken Sie den Knethaken fest auf den Schaft. 4. Messen Sie die Zutaten für das gewünschte Rezept ab (siehe Rezeptheft). ◦ Messen Sie Zutaten immer genau ab. ◦ Alle Zutaten sollten Raumtemperatur haben, sofern im Rezept nicht anders angegeben. 5. Geben Sie die Zutaten entsprechend der im Rezept genannten Reihenfolge in die Backform. ◦ Geben Sie flüssige Zutaten immer zuerst, d. h. vor den trockenen Zutaten, hinzu. ◦ Achten Sie darauf, dass die Hefe nicht mit dem Salz in Berührung kommt. Hinweis • Geben Sie keine größeren Mengen als im Rezept angegeben hinzu, da der Brotbackautomat dadurch beschädigt werden könnte. • Verwenden Sie in diesem Brotbackautomaten nur aktive Trockenhefe. • Die Hefe sollte beim Einfüllen in die Backform trocken und von anderen Zutaten getrennt sein. • Butter und andere Fette sollten in kleine Stücke geschnitten werden, bevor sie in die Backform gegeben werden, sodass sie leichter vermengt werden können. • Verwenden Sie bei Bedarf einen Teigschaber, um den Teig an den Seitenwänden der Backform wieder zur Mischung zu geben. • Während des Mischvorgangs sind akustische Signale zu hören, die Sie zur Zugabe weiterer Zutaten (z. B. Nüsse – sofern Sie dies wünschen) auffordern. 6. Setzen Sie die Backform in das Gerät ein. Drehen Sie die Backform im Uhrzeigersinn, bis sie einrastet. Hinweis • Wenn die Backform nicht richtig eingesetzt wird, dreht sich der Knethaken nicht. 7. Klappen Sie den Griff der Backform ein, und schließen Sie den Deckel des Geräts. 8. Stecken Sie den Netzstecker in eine Steckdose. ↳ Das Gerät gibt ein akustisches Signal aus und zeigt auf dem Display „1“ und „3:55“ an. Dabei handelt es sich um das Programm „Weiß“. Einstellen des Brotbackautomaten 1. Drücken Sie mehrmals (Menütaste), um ein Programm auszuwählen. ↳ Die ausgewählte Programmnummer und die Backzeit werden angezeigt. 2. Drücken Sie mehrmals (Taste für die Krustenfarbe), um die Krustenfarbe auszuwählen. ↳ Die ausgewählte Krustenfarbe lässt sich von hell bis dunkel anpassen. 3. Drücken Sie mehrmals (Taste für die Brotlaibgröße), um die Brotlaibgröße auszuwählen. ↳ Die Backzeit passt sich an die ausgewählte Größe für die Zutatenmenge des ausgewählten Rezepts geeignet ist. 4. Drücken Sie (Start-/Stopptaste), um den Brotbackvorgang zu starten. Achtung • Während des Backvorgangs werden der Brotbackautomat und der Deckel äußerst heiß. Vorsicht vor Verbrennungen. ↳ Auf dem Display wird die Backzeit rückwärts gezählt, bis das Brot fertig ist. ↳ Wenn der Backvorgang abgeschlossen ist, gibt der Brotbackautomat ein akustisches Signal aus und wechselt in den Warmhaltemodus (60 Minuten lang). Einstellen der Zeit für zeitverzögertes Backen Wenn Sie möchten, dass das Brot erst zu einem späteren Zeitpunkt fertig ist, verwenden Sie den Timer. Sie können eine maximale Verzögerungszeit von 13 Stunden einstellen. Hinweis • Verwenden Sie die Timer-Funktion nicht bei Rezepten, für die frische Zutaten benötigt werden, da diese verderben könnten, z. B. Eier, frische Milch, saure Sahne oder Käse. 1. Geben Sie alle Zutaten in die Backform. 2. Wählen Sie das gewünschte Programm, die Brotlaibgröße und die Krustenfarbe für Ihr Rezept aus. ↳ Die Gesamtbackzeit wird auf dem Display angezeigt. 3. Drücken Sie (+/–) (Taste zur Erhöhung/Reduzierung der Zeit), um die gewünschte voreingestellte Zeit auszuwählen. ↳ Der Brotbackautomat wechselt in den Voreinstellungsmodus. ◦ Wenn es beispielsweise derzeit 19:00 Uhr ist, und Ihr Brot um 7:00 Uhr am nächsten Morgen (12 Stunden später) zubereitet sein soll, können Sie die Voreinstellungszeit auf 12:00 stellen. ◦ Wenn Sie die Taste gedrückt halten, erhöht sich die Zeit schneller. ◦ Wenn die Zeitanzeige auf dem Display 13 Stunden erreicht hat und Sie die Timer-Taste weiterhin gedrückt halten, kehrt die Anzeige zur Backzeit des eingestellten Programms zurück. 4. Drücken Sie (Start-/Stopp-/Abbruchtaste). ↳ Der Timer zählt die eingestellte Zeit in Minuten herunter. ↳ Das Brot ist fertig, wenn der Timer bis 0:00 heruntergezählt hat und der Brotbackautomat ein akustisches Signal ausgibt. Abschließen des Backvorgangs Achtung • Das Innere des Brotbackautomaten sowie die Backform, der Knethaken und das Brot sind sehr heiß. • Verwenden Sie stets Ofenhandschuhe, wenn Sie die Backform am Ende des Backzyklus oder während des Warmhaltemodus herausnehmen. 1. Ziehen Sie den Netzstecker aus der Steckdose, um den Brotbackautomaten auszuschalten. 2. Öffnen Sie den Deckel des Geräts mit Topflappen oder Ofenhandschuhen, und drehen Sie die Backform gegen den Uhrzeigersinn. 3. Greifen Sie den Griff der Backform, und nehmen Sie die Backform aus dem Gerät. 4. Drehen Sie die Backform um, halten Sie den Griff fest, und stürzen Sie das Brot aus der Form. Hinweis • Verwenden Sie keine Metallgegenstände zum Ablösen des Brots, da dadurch die Antihaftbeschichtung der Backform beschädigt werden kann. • Vorsicht! Die Backform und das Brot sind heiß! 5. Verwenden Sie den mitgelieferten Haken, um den Knethaken vom Schaft/Brot zu entfernen. ◦ Achten Sie stets darauf, dass der Knethaken nicht im Brot verbleibt, da dieser beim Schneiden des Brots beschädigt werden kann. 6. Lassen Sie den Brotbackautomaten abkühlen, bevor Sie ihn reinigen. Herstellen von Joghurt (nur HD9016) Hinweis • Stellen Sie sicher, dass der Joghurtbehälter vor der Joghurtherstellung gründlich mit warmem Wasser und Spülmittel gereinigt wurde und vollständig trocken ist. • Verwenden werden können Vollmilch, Magermilch oder Milch mit 2 % Fettgehalt. • Vergewissern Sie sich, dass der Joghurt frisch ist und die Kulturen damit aktiv sind. 1. Das Verhältnis zwischen Milch und Joghurtmischung beträgt 10:1 (Beispiel: 400 ml Milch mit 40 ml Joghurt). 2. Gießen Sie Milch in den Joghurtbehälter. 3. Geben Sie Joghurt hinzu, und mischen Sie alles gut durch. 4. Schließen Sie den Deckel sorgfältig. 5. Starten Sie das Joghurtprogramm. ↳ Der Joghurt ist in 8 Stunden fertig. bbox=[431, 39, 792, 1758]
list-item: 1. Das Verhältnis zwischen Milch und Joghurtmischung beträgt 10:1 (Beispiel: 400 ml Milch mit 40 ml Joghurt). bbox=[445, 1667, 792, 1689]
list-item: • Geben Sie Zutaten nur in die Backform. Achten Sie darauf, dass keine Zutaten oder Zusätze in das Innere des Geräts gelangen, um eine Beschädigung des Heizelements zu vermeiden. bbox=[57, 875, 405, 898]
list-item: • Μην βυθίζετε το σώμα του αρτοπαρασκευαστή σε νερό ή σε οποιοδήποτε άλλο υγρό και μην το ξεπλένετε κάτω από τη βρύση. bbox=[838, 1607, 1186, 1629]
list-item: • Προσέχετε τον καυτό ατμό που βγαίνει από τις οπές εξαγωγής ατμού κατά τη διάρκεια του ψησίματος ή από τον αρτοπαρασκευαστή όταν ανοίγετε το καπάκι κατά τη διάρκεια ή μετά τη διαδικασία ψησίματος. bbox=[1227, 737, 1575, 770]
list-item: • Wischen Sie die Flächen mit einem feuchten Tuch ab. bbox=[851, 214, 1186, 225]
language-tag-el: EL bbox=[825, 1493, 1184, 1521]
list-item: 2. Αφαιρέστε τυχόν ετικέτες από το σώμα της συσκευής. bbox=[1228, 1656, 1575, 1667]
ingredient-heading: Hefe bbox=[825, 1011, 844, 1021]
list-item: • Μην τοποθετείτε μεταλλικά αντικείμενα ή ξένες ουσίες στις οπές εξαγωγής ατμού. bbox=[1227, 808, 1575, 819]
recycling-text: Dieses Symbol bedeutet, dass das Produkt nicht mit dem normalen Hausmüll entsorgt werden kann (2012/19/EU). Befolgen Sie die örtlichen Bestimmungen zur getrennten Entsorgung von elektrischen und elektronischen Produkten. Eine ordnungsgemäße Entsorgung hilft, negative Auswirkungen auf Umwelt und Gesundheit zu vermeiden. bbox=[44, 1416, 346, 1459]
list-item: • Μην χρησιμοποιείτε ποτέ εξαρτήματα ή μέρη από άλλους κατασκευαστές ή που η Philips δεν συνιστά ρητώς. Αν χρησιμοποιήσετε τέτοια εξαρτήματα ή μέρη, η εγγύηση σας καθίσταται άκυρη. bbox=[1227, 573, 1575, 595]
list-item: 1. Αφαιρέστε όλα τα υλικά συσκευασίας από τη συσκευή. Προσέξτε να μην πετάξετε τη λεπίδα ζύμωσης. bbox=[1228, 1633, 1575, 1655]
list-item: • Vergewissern Sie sich, dass der Joghurt frisch ist und die Kulturen damit aktiv sind. bbox=[450, 1647, 786, 1657]
list-item: • Öffnen Sie den Deckel nicht während des Backvorgangs, da sonst der Teig bzw. das Brot zusammenfallen könnte. bbox=[57, 794, 405, 817]
list-item: • Wischen Sie die Flächen mit einem feuchten Tuch ab. bbox=[851, 266, 1186, 277]
list-item: • Μην ανασηκώνετε και μην μετακινείτε τη συσκευή όταν βρίσκεται σε λειτουργία. bbox=[1227, 771, 1575, 782]
list-item: • Μην χρησιμοποιείτε τη συσκευή για οποιονδήποτε άλλο σκοπό από αυτόν που περιγράφεται στο παρόν εγχειρίδιο. bbox=[1227, 266, 1575, 288]
list-item: • Bewahren Sie das Gerät und das Kabel außerhalb der Reichweite von Kindern unter 8 Jahren auf. Lassen Sie das Netzkabel nicht über den Rand der Arbeitsfläche hängen, auf der das Gerät steht. bbox=[62, 378, 405, 442]
subsection-heading: Einstellen der Zeit für zeitverzögertes Backen bbox=[431, 1030, 792, 1048]
list-item: • Πριν συνδέσετε τη συσκευή, ελέγξτε αν η τάση που αναγράφεται στη συσκευή αντιστοιχεί στην τοπική τάση ρεύματος. bbox=[1227, 174, 1575, 196]
ingredient-heading: Vollkornweizenmehl bbox=[825, 731, 907, 741]
part-cell: 3 Krustenfarbe bbox=[432, 96, 612, 114]
part-cell: 2 Backform bbox=[432, 181, 612, 199]
list-item: • Tauchen Sie die Backform nicht in Wasser, und reinigen Sie sie nicht in der Spülmaschine. bbox=[851, 428, 1186, 438]
part-cell: 6 Joghurtbehälter mit Deckel (nur HD9016) bbox=[612, 199, 792, 218]
table-heading: Zubehör bbox=[431, 142, 792, 160]
list-item: • Verwenden Sie während eines Backprogramms niemals Gegenstände zum Mischen von Zutaten in der Backform. bbox=[57, 853, 405, 875]
list-item: • Vergewissern Sie sich, dass alle Lebensmittelreste um die Bedientasten entfernt werden. bbox=[851, 354, 1186, 364]
list-item: • Schließen Sie das Gerät nur an eine geerdete Steckdose an. Achten Sie stets darauf, dass der Stecker fest in der Steckdose sitzt. bbox=[57, 667, 405, 689]
bullet-list bbox=[431, 600, 792, 692]
part-cell: 6 Μενού προγραμμάτων bbox=[1394, 1423, 1575, 1441]
list-item: • Όταν αφαιρείτε μαρμελάδα από τη φόρμα ψωμιού, φορέστε γάντια φούρνου και σηκώστε τη φόρμα ψωμιού και με τα δύο σας χέρια για να αδειάσετε την καυτή μαρμελάδα. bbox=[1227, 429, 1575, 451]
list-item: • Να τοποθετείτε πάντα τη συσκευή σε σταθερή, επίπεδη και οριζόντια επιφάνεια. bbox=[1227, 631, 1575, 642]
list-item: • Vergewissern Sie sich, dass das Heizelement, die Antriebswelle der Backform und die Außenseite der Backform sauber und trocken sind, bevor Sie den Netzstecker in die Steckdose stecken. bbox=[57, 713, 405, 735]
list-item: • Halten Sie das Gerät sauber und frei von Fett und Lebensmittelresten, um maximale Sicherheit zu gewährleisten. bbox=[844, 149, 1180, 169]
subheading: Stromausfallsicherung bbox=[44, 1528, 137, 1538]
part-cell: 1 Παράθυρο παρακολούθησης bbox=[1215, 1338, 1395, 1356]
column-3: 5 Reinigung und Wartung Hinweis • Stecken Sie den Brotbackautomaten aus, bevor Sie mit der Reinigung beginnen. • Warten Sie mit dem Reinigen, bis der Brotbackautomat ausreichend abgekühlt ist. • Tauchen Sie das Gerät niemals in Wasser oder andere Flüssigkeiten; spülen Sie es auch nicht unter fließendem Wasser ab. • Benutzen Sie zum Reinigen des Geräts keine Scheuerschwämme und -mittel oder aggressive Flüssigkeiten wie Benzin oder Azeton. • Halten Sie das Gerät sauber und frei von Fett und Lebensmittelresten, um maximale Sicherheit zu gewährleisten. Geräteinnenseite Innenseite der Abdeckung und des Gehäuses: • Wischen Sie die Flächen mit einem feuchten Tuch ab. • Vergewissern Sie sich, dass Sie alle Lebensmittelreste entfernen, die am Brotbackautomaten haften. Heizelement: • Wischen Sie die Flächen mit einem feuchten Tuch ab. • Entfernen Sie Lebensmittelreste mit einem feuchten Tuch oder mit Zahnstochern. Geräteaußenseite Oberfläche des Deckels und Außenseite des Gehäuses: • Wischen Sie die Flächen mit einem leicht mit Spülwasser angefeuchteten Tuch ab. • Wischen Sie das Bedienfeld NUR mit einem weichen, trockenen Tuch ab. • Vergewissern Sie sich, dass alle Lebensmittelreste um die Bedientasten entfernt werden. Zubehör Backform: • Reinigen Sie die Backform mit einem weichen Tuch, das Sie mit heißem Wasser oder ein wenig Spülmittel angefeuchtet haben. • Tauchen Sie die Backform nicht in Wasser, und reinigen Sie sie nicht in der Spülmaschine. Knethaken, Messlöffel und -becher sowie Haken: • Wischen Sie diese in heißem Wasser ein, und reinigen Sie sie mit einem Schwamm. Joghurtbehälter mit Deckel: • Waschen Sie die Teile gründlich mit warmem Wasser und Spülmittel. Vergewissern Sie sich, dass die Teile vor dem Gebrauch trocken sind. ✱ Tipp • Entfernen Sie den Knethaken nach dem Backvorgang sofort aus der Backform, damit er nicht stecken bleibt. 6 Aufbewahrung Bewahren Sie das Gerät an einem sicheren und trockenen Ort auf. 7 Brotzutaten Brotmehl Brotmehl hat einen hohen Anteil an Gluten (kann auch als Mehl mit einem hohen Gluten- und Eiweißanteil bezeichnet werden), gute elastische Eigenschaften und kann dafür sorgen, dass das Brot nach dem Aufgehen nicht mehr zusammenfällt. Da der Glutengehalt im Vergleich zu normalem Mehl höher ist, kann dieses Mehl auch zum Backen von größeren Broten mit verbesserter Konsistenz verwendet werden. Brotmehl ist die wichtigste Zutat beim Brotbacken. Vollkornweizenmehl Vollkornweizenmehl wird aus Getreide gemahlen. Es enthält Weizenschale und Gluten. Vollkornweizenmehl ist schwerer und nährstoffreicher als herkömmliches Mehl. Brot aus Vollkornweizenmehl ist für gewöhnlich etwas kleiner. Für beste Ergebnisse werden in den meisten Rezepten sowohl Vollkornweizenmehl als auch Brotmehl verwendet. Roggenmehl Roggenmehl hat einen hohen Faseranteil und einen niedrigeren Glutengehalt als Weizenmehl. Roggenbrot ist für gewöhnlich dunkler und schmeckt intensiver als weißes und Weizenbrot. In diesem Brotbackautomaten sollte es zusammen mit Brotmehl verwendet werden. Maismehl und Hafermehl Maismehl und Hafermehl werden aus Mais und Hafer separat gemahlen. Dabei handelt es sich um die zusätzlichen Zutaten zur Herstellung von dunklem Brot, die zur Verbesserung des Geschmacks und der Struktur verwendet werden. Allzweckmehl Allzweckmehl verfügt über einen geringeren Glutengehalt als Brotmehl. In unseren Rezepten kann es für Ostergebäck, Kuchen, Dampfbrötchen und fritierte Grissini verwendet werden. Zucker Zucker ist eine sehr wichtige Zutat, um ein süßeres und farbintensiveres Brot zu erhalten. Außerdem gilt er als Nahrung im Hefebrot. Größtenteils wird weißer Zucker verwendet. Brauner Zucker oder Puderzucker können für bestimmte Rezepte herangezogen werden. Hefe Nach der Gärung stellt die Hefe Kohlendioxid her. Das Kohlendioxid breitet sich im Brot aus und sorgt für eine weiche Konsistenz. Verwenden Sie für diesen Brotbackautomaten bitte nur aktive Trockenhefe. Hefe muss im Kühlschrank gelagert werden, da der darin enthaltene Pilz bei hohen Temperaturen abstirbt. Überprüfen Sie vor der Verwendung das Herstellungsdatum und das Mindesthaltbarkeitsdatum. Legen Sie die Hefe nach der Verwendung so schnell wie möglich wieder in den Kühlschrank zurück. Wenn das Brot nicht aufgeht, lässt sich dies in der Regel auf schlechte Hefe zurückführen. Salz Salz ist notwendig, um den Brotgeschmack und die Krustenfarbe zu verbessern. Salz kann jedoch auch dafür sorgen, dass die Hefe nicht aufgeht. Verwenden Sie also nie zu viel Salz in einem Rezept. Brot wäre ohne den Zusatz von Salz größer. Ei Eier können die Brotkonsistenz verbessern, dem Brot mehr Nährstoffe verleihen und das Brot größer machen. Eier müssen gleichmäßig gerührt werden. Fett, Butter und pflanzliches Öl Fett kann Brot weich machen und die Haltbarkeit verlängern. Butter sollte vor der Verwendung geschmolzen oder in kleine Stücke geschnitten werden. Wasser und andere Flüssigkeiten Wasser ist eine wesentliche Zutat beim Brotbacken. In der Regel beträgt die ideale Wassertemperatur zwischen 20 °C und 25 °C. Das Wasser kann mit frischer Milch oder mit Wasser vermischt mit 2-prozentiger Milchpulver ersetzt werden, wodurch der Geschmack des Brotes und die Krustenfarbe verbessert werden können. Bei einigen Rezepten wird der Brotgeschmack mithilfe von Saft verstärkt, z. B. Apfelsaft, Orangensaft, Zitronensaft usw. 8 Umgebung Entsorgen Sie das Gerät am Ende der Lebensdauer nicht über den normalen Hausmüll, sondern geben Sie es zum Recycling bei einer offiziellen Sammelstelle ab. Auf diese Weise helfen Sie, die Umwelt zu schonen. 9 Garantie und Kundendienst Benötigen Sie weitere Informationen oder treten Probleme auf, besuchen Sie bitte die Philips Website unter www.philips.com, oder setzen Sie sich mit einem Philips Service-Center in Ihrem Land in Verbindung. Die entsprechende Telefonnummer finden Sie in der Garantieschrift. Sollte es in Ihrem Land kein Service-Center geben, wenden Sie sich bitte an Ihren lokalen Philips Händler. EL 1 Σημαντικό Διαβάστε προσεκτικά το παρόν εγχειρίδιο χρήσης προτού χρησιμοποιήσετε τη συσκευή και κρατήστε το για μελλοντική αναφορά. Κίνδυνος • Μην βυθίζετε το σώμα του αρτοπαρασκευαστή σε νερό ή σε οποιοδήποτε άλλο υγρό και μην το ξεπλένετε κάτω από τη βρύση. • Μην καλύπτετε τις οπές εξαερισμού και εξαγωγής ατμού όταν ο αρτοπαρασκευαστής βρίσκεται σε λειτουργία. Προειδοποίηση • Αυτή η συσκευή μπορεί να χρησιμοποιηθεί από παιδιά ηλικίας 8 ετών και άνω, καθώς και από άτομα με περιορισμένες σωματικές, αισθητήριες ή διανοητικές ικανότητες ή χωρίς εμπειρία και γνώση, με την προϋπόθεση ότι τη χρησιμοποιούν υπό επίβλεψη ή έχουν λάβει οδηγίες σχετικά με την ασφαλή της χρήση και κατανοούν τους ενεχόμενους κινδύνους. • Τα παιδιά δεν πρέπει να παίζουν με τη συσκευή. Τα παιδιά δεν πρέπει να καθαρίζουν και να συντηρούν τη συσκευή παρά μόνον αν είναι ηλικίας άνω των 8 ετών και επιβλέπονται. • Διατηρήστε τη συσκευή και το καλώδιό της μακριά από παιδιά ηλικίας κάτω από 8 ετών. Μην αφήνετε το καλώδιο να κρέμεται από την άκρη του τραπεζιού ή του πάγκου στον οποίο έχετε τοποθετήσει τη συσκευή. • Αν το καλώδιο υποστεί φθορά, θα πρέπει να αντικατασταθεί από τη Philips, από κάποιο κέντρο επισκευών εξουσιοδοτημένο από τη Philips ή από εξίσου εξειδικευμένα άτομα, προς αποφυγή κινδύνου. bbox=[825, 39, 1186, 1955]
list-item: • Μην ανοίγετε το καπάκι κατά τη διάρκεια του ψησίματος, καθώς ενδέχεται να μην φουσκώσει η ζύμη ή το ψωμί. bbox=[1227, 324, 1575, 347]
list-item: 3. Entfernen Sie die Backform aus dem Gerät. Reinigen Sie die Backform und den Knethaken mit einem feuchten Tuch ab, um Staubpartikel zu entfernen, die sich möglicherweise auf dem Gerät angesammelt haben. bbox=[445, 314, 792, 347]
list-item: • Setzen Sie das Gerät keinen hohen Temperaturen aus, und stellen Sie es auch nicht auf einen eingeschalteten oder noch heißen Herd. bbox=[57, 1089, 405, 1111]
list-item: • Verwenden Sie in diesem Brotbackautomaten nur aktive Trockenhefe. bbox=[457, 600, 792, 610]
list-item: • Entfernen Sie Lebensmittelreste mit einem feuchten Tuch oder mit Zahnstochern. bbox=[851, 278, 1186, 289]
